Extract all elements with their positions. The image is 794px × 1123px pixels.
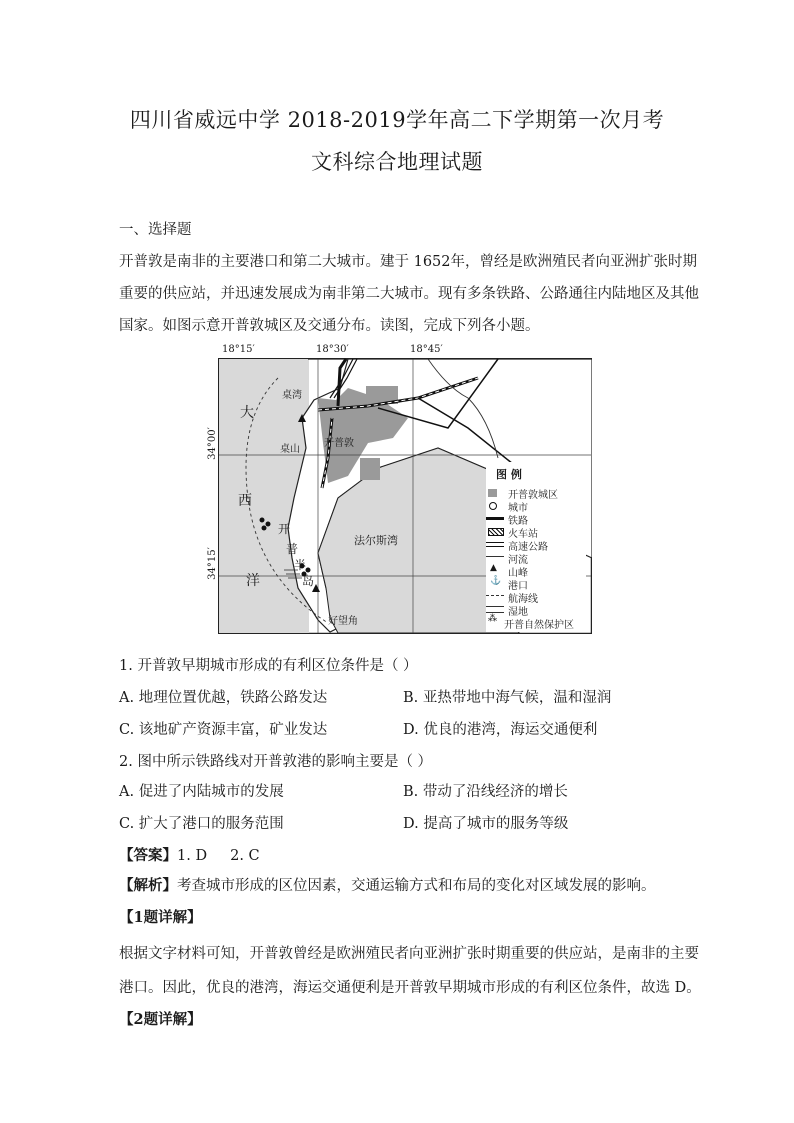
legend-swatch-peak: ▲ [490, 563, 497, 573]
label-table-mountain: 桌山 [280, 444, 300, 455]
lon-label-2: 18°30′ [316, 344, 349, 355]
analysis-text: 考查城市形成的区位因素，交通运输方式和布局的变化对区域发展的影响。 [177, 878, 656, 894]
legend-swatch-highway [486, 542, 504, 547]
page-title: 四川省威远中学 2018-2019学年高二下学期第一次月考 [129, 108, 665, 132]
legend-item-sea-route: 航海线 [508, 594, 538, 605]
label-ocean-2: 西 [238, 493, 252, 509]
legend-item-city: 城市 [508, 503, 528, 514]
legend-swatch-urban [488, 489, 497, 497]
section-heading: 一、选择题 [119, 222, 192, 238]
label-table-bay: 桌湾 [282, 390, 302, 401]
lat-label-2: 34°15′ [206, 547, 218, 580]
q1-option-b: B. 亚热带地中海气候，温和湿润 [403, 690, 612, 706]
legend-swatch-station [488, 528, 504, 536]
legend-swatch-reserve: ⁂ [488, 614, 497, 624]
q1-detail-heading: 【1题详解】 [119, 909, 202, 926]
lat-label-1: 34°00′ [206, 427, 218, 460]
q1-detail-line-1: 根据文字材料可知，开普敦曾经是欧洲殖民者向亚洲扩张时期重要的供应站，是南非的主要 [119, 946, 699, 962]
legend-item-urban: 开普敦城区 [508, 490, 558, 501]
q2-option-a: A. 促进了内陆城市的发展 [119, 784, 284, 800]
intro-line-2: 重要的供应站，并迅速发展成为南非第二大城市。现有多条铁路、公路通往内陆地区及其他 [119, 286, 699, 302]
q1-option-c: C. 该地矿产资源丰富，矿业发达 [119, 722, 328, 738]
legend-title: 图 例 [496, 468, 522, 481]
intro-line-1: 开普敦是南非的主要港口和第二大城市。建于 1652年，曾经是欧洲殖民者向亚洲扩张时期 [119, 254, 698, 270]
q2-stem: 2. 图中所示铁路线对开普敦港的影响主要是（ ） [119, 754, 433, 770]
q2-detail-heading: 【2题详解】 [119, 1011, 202, 1028]
answer-label: 【答案】 [119, 847, 177, 864]
legend-item-wetland: 湿地 [508, 607, 528, 618]
q2-option-b: B. 带动了沿线经济的增长 [403, 784, 568, 800]
legend-item-highway: 高速公路 [508, 542, 548, 553]
lon-label-3: 18°45′ [410, 344, 443, 355]
q2-option-c: C. 扩大了港口的服务范围 [119, 816, 284, 832]
legend-swatch-wetland [486, 606, 504, 613]
legend-swatch-railway [486, 517, 504, 520]
legend-item-peak: 山峰 [508, 568, 528, 579]
analysis-label: 【解析】 [119, 877, 177, 894]
label-peninsula-2: 普 [286, 542, 299, 556]
label-ocean-3: 洋 [246, 573, 260, 589]
lon-label-1: 18°15′ [222, 344, 255, 355]
q1-detail-line-2: 港口。因此，优良的港湾，海运交通便利是开普敦早期城市形成的有利区位条件，故选 D。 [119, 980, 701, 996]
label-cape-town: 开普敦 [324, 438, 354, 449]
q1-option-d: D. 优良的港湾，海运交通便利 [403, 722, 598, 738]
legend-item-station: 火车站 [508, 529, 538, 540]
q2-option-d: D. 提高了城市的服务等级 [403, 816, 569, 832]
label-peninsula-3: 半 [294, 558, 307, 572]
q1-option-a: A. 地理位置优越，铁路公路发达 [119, 690, 328, 706]
label-false-bay: 法尔斯湾 [354, 534, 398, 547]
answer-line [119, 844, 260, 865]
analysis-line [119, 874, 656, 895]
legend-item-railway: 铁路 [508, 516, 528, 527]
legend-item-river: 河流 [508, 555, 528, 566]
intro-line-3: 国家。如图示意开普敦城区及交通分布。读图，完成下列各小题。 [119, 318, 540, 334]
legend-item-reserve: 开普自然保护区 [504, 620, 574, 631]
label-peninsula-1: 开 [278, 522, 291, 536]
q1-stem: 1. 开普敦早期城市形成的有利区位条件是（ ） [119, 658, 418, 674]
label-ocean-1: 大 [240, 405, 254, 421]
anchor-icon: ⚓ [490, 576, 502, 586]
page-subtitle: 文科综合地理试题 [311, 150, 483, 174]
cape-town-map [206, 344, 592, 634]
label-peninsula-4: 岛 [302, 574, 315, 588]
legend-swatch-sea-route [486, 595, 504, 596]
legend-swatch-river [486, 556, 504, 557]
legend-item-port: 港口 [508, 581, 528, 592]
label-cape-good-hope: 好望角 [328, 616, 358, 627]
answer-text: 1. D 2. C [177, 848, 260, 864]
legend-swatch-city [489, 502, 497, 510]
